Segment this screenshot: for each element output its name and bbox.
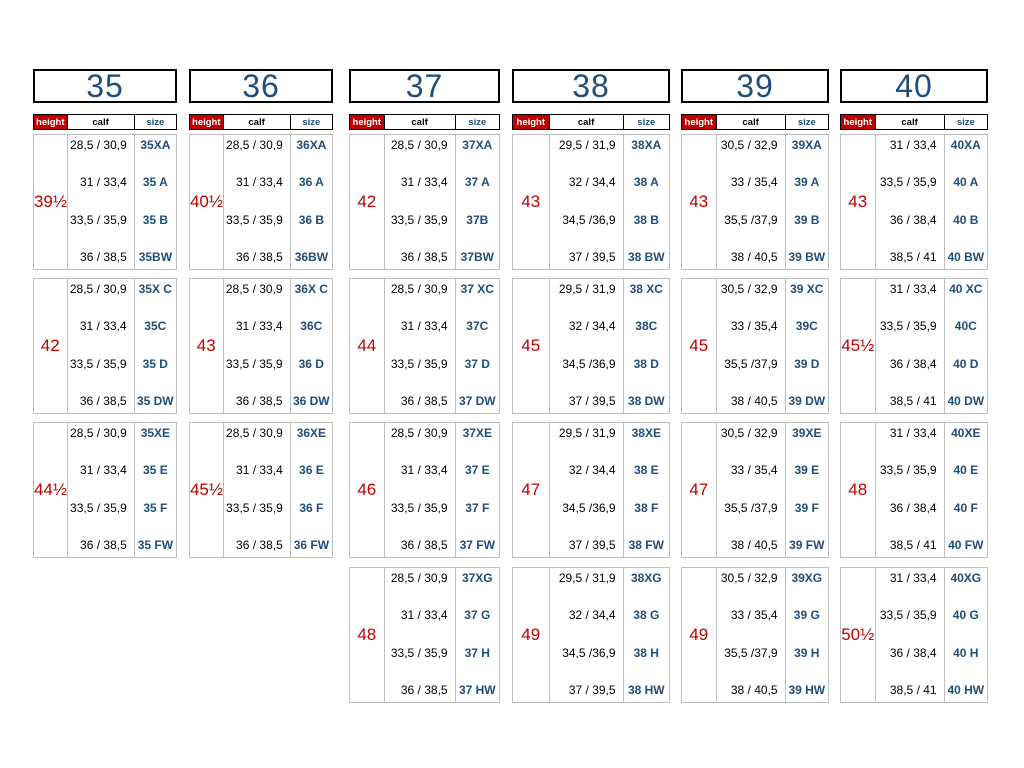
calf-range: 31 / 33,4 — [400, 319, 448, 334]
size-code: 37 XC — [460, 282, 494, 296]
height-block — [512, 422, 670, 558]
calf-range: 37 / 39,5 — [568, 249, 616, 264]
column-label-height: height — [34, 115, 68, 129]
height-block — [189, 422, 333, 558]
height-value: 50½ — [841, 568, 876, 702]
calf-column — [717, 568, 786, 702]
calf-column — [68, 135, 135, 269]
height-value: 48 — [841, 423, 876, 557]
calf-range: 34,5 /36,9 — [562, 500, 616, 515]
size-code: 40 HW — [947, 682, 985, 697]
size-code: 37 F — [465, 500, 490, 515]
size-code: 38XA — [631, 138, 662, 152]
calf-column — [385, 279, 456, 413]
size-code: 40 A — [953, 175, 979, 190]
height-block — [33, 422, 177, 558]
size-code: 38 FW — [628, 537, 664, 552]
size-code: 38 H — [633, 645, 659, 660]
size-code: 39 XC — [790, 282, 824, 296]
height-value: 40½ — [190, 135, 224, 269]
size-code: 38 F — [634, 500, 659, 515]
calf-range: 33,5 / 35,9 — [390, 212, 448, 227]
height-value: 45 — [682, 279, 717, 413]
calf-range: 31 / 33,4 — [400, 608, 448, 623]
height-value: 43 — [190, 279, 224, 413]
height-block — [840, 278, 988, 414]
calf-column — [550, 135, 624, 269]
calf-column — [68, 279, 135, 413]
size-code: 36 F — [299, 500, 324, 515]
calf-range: 36 / 38,4 — [889, 500, 937, 515]
height-block — [349, 567, 500, 703]
size-code: 38 E — [633, 463, 659, 478]
size-code: 39XA — [791, 138, 822, 152]
calf-column — [876, 279, 945, 413]
size-code: 35 D — [142, 356, 168, 371]
calf-range: 33,5 / 35,9 — [70, 212, 127, 227]
height-value: 47 — [682, 423, 717, 557]
calf-range: 37 / 39,5 — [568, 393, 616, 408]
calf-range: 28,5 / 30,9 — [70, 426, 127, 440]
size-code: 35 FW — [137, 537, 174, 552]
calf-range: 33,5 / 35,9 — [226, 212, 283, 227]
calf-range: 30,5 / 32,9 — [720, 571, 778, 585]
size-code: 38 DW — [627, 393, 665, 408]
height-value: 43 — [682, 135, 717, 269]
size-code: 40 H — [953, 645, 979, 660]
size-code-column — [135, 423, 176, 557]
height-block — [189, 134, 333, 270]
size-header: 40 — [840, 69, 988, 103]
size-code: 40C — [954, 319, 977, 334]
calf-range: 36 / 38,5 — [236, 537, 283, 552]
calf-range: 31 / 33,4 — [80, 175, 127, 190]
size-code: 38 B — [633, 212, 659, 227]
height-block — [189, 278, 333, 414]
size-code: 36XE — [296, 426, 327, 440]
calf-range: 37 / 39,5 — [568, 537, 616, 552]
calf-column — [224, 423, 291, 557]
calf-range: 32 / 34,4 — [568, 608, 616, 623]
calf-range: 31 / 33,4 — [235, 319, 283, 334]
size-code: 40XE — [951, 426, 981, 440]
size-header: 38 — [512, 69, 670, 103]
column-label-calf: calf — [717, 115, 786, 129]
column-label-size: size — [797, 116, 816, 128]
calf-range: 35,5 /37,9 — [724, 356, 778, 371]
size-code-column — [456, 568, 499, 702]
size-code: 40 G — [952, 608, 979, 623]
calf-range: 30,5 / 32,9 — [720, 138, 778, 152]
size-code: 36C — [300, 319, 323, 334]
size-code-column — [786, 423, 828, 557]
size-code: 40 E — [953, 463, 979, 478]
height-value: 49 — [513, 568, 550, 702]
size-code: 39 D — [794, 356, 820, 371]
calf-range: 31 / 33,4 — [889, 282, 937, 296]
size-code-column — [945, 423, 987, 557]
calf-range: 31 / 33,4 — [236, 175, 283, 190]
size-code-column — [786, 279, 828, 413]
height-value: 47 — [513, 423, 550, 557]
height-value: 42 — [350, 135, 385, 269]
calf-range: 28,5 / 30,9 — [226, 426, 283, 440]
height-block — [840, 422, 988, 558]
height-block — [512, 567, 670, 703]
calf-range: 33 / 35,4 — [730, 608, 778, 623]
size-code: 36 E — [299, 463, 324, 478]
height-block — [33, 278, 177, 414]
calf-range: 38,5 / 41 — [889, 249, 937, 264]
column-label-size: size — [956, 116, 975, 128]
size-code: 38 G — [633, 608, 660, 623]
size-code: 39 E — [794, 463, 820, 478]
calf-range: 32 / 34,4 — [568, 463, 616, 478]
calf-range: 28,5 / 30,9 — [390, 426, 448, 440]
size-code: 36 DW — [292, 393, 330, 408]
calf-range: 28,5 / 30,9 — [390, 571, 448, 585]
calf-range: 35,5 /37,9 — [724, 500, 778, 515]
size-code: 36 A — [298, 175, 324, 190]
column-label-calf: calf — [876, 115, 945, 129]
column-label-calf: calf — [550, 115, 624, 129]
calf-column — [876, 423, 945, 557]
size-code: 35XE — [140, 426, 171, 440]
calf-range: 38 / 40,5 — [730, 249, 778, 264]
size-code: 38C — [635, 319, 658, 334]
calf-range: 36 / 38,5 — [235, 393, 283, 408]
height-block — [681, 422, 829, 558]
size-code: 37 E — [464, 463, 490, 478]
calf-range: 38,5 / 41 — [889, 537, 937, 552]
calf-range: 28,5 / 30,9 — [70, 138, 127, 152]
calf-range: 36 / 38,4 — [889, 645, 937, 660]
size-code: 39 BW — [788, 249, 826, 264]
size-code: 39XG — [791, 571, 823, 585]
calf-range: 33,5 / 35,9 — [226, 500, 283, 515]
calf-range: 29,5 / 31,9 — [558, 138, 616, 152]
calf-range: 36 / 38,5 — [400, 682, 448, 697]
calf-range: 30,5 / 32,9 — [720, 282, 778, 296]
calf-column — [385, 568, 456, 702]
calf-column — [717, 423, 786, 557]
calf-range: 38,5 / 41 — [889, 682, 937, 697]
height-block — [349, 422, 500, 558]
size-code-column — [624, 423, 669, 557]
height-block — [33, 134, 177, 270]
column-label-size: size — [637, 116, 656, 128]
height-block — [681, 278, 829, 414]
size-code: 39 A — [794, 175, 820, 190]
calf-range: 33,5 / 35,9 — [70, 500, 127, 515]
height-value: 44 — [350, 279, 385, 413]
calf-range: 31 / 33,4 — [889, 571, 937, 585]
calf-range: 31 / 33,4 — [400, 463, 448, 478]
size-code: 35 E — [143, 463, 168, 478]
calf-range: 28,5 / 30,9 — [390, 282, 448, 296]
size-code: 35C — [144, 319, 167, 334]
size-code: 35 F — [143, 500, 168, 515]
height-value: 45½ — [841, 279, 876, 413]
size-code-column — [291, 423, 332, 557]
column-header-row — [681, 114, 829, 130]
height-block — [681, 134, 829, 270]
calf-range: 36 / 38,5 — [400, 393, 448, 408]
size-code: 36 FW — [293, 537, 330, 552]
calf-range: 33,5 / 35,9 — [390, 356, 448, 371]
size-code-column — [456, 423, 499, 557]
size-code: 40 DW — [947, 393, 985, 408]
column-header-row — [349, 114, 500, 130]
size-code: 36BW — [294, 249, 329, 264]
size-code: 37 FW — [459, 537, 495, 552]
column-label-height: height — [682, 115, 717, 129]
height-block — [512, 278, 670, 414]
size-code-column — [456, 135, 499, 269]
height-value: 48 — [350, 568, 385, 702]
size-code: 37B — [466, 212, 489, 227]
height-block — [681, 567, 829, 703]
calf-column — [717, 279, 786, 413]
size-code: 38XG — [630, 571, 662, 585]
calf-range: 34,5 /36,9 — [562, 645, 616, 660]
column-label-size: size — [468, 116, 487, 128]
size-code: 37BW — [460, 249, 494, 264]
calf-range: 31 / 33,4 — [79, 319, 127, 334]
calf-range: 38,5 / 41 — [889, 393, 937, 408]
height-block — [349, 134, 500, 270]
size-code: 37 H — [464, 645, 490, 660]
size-code: 39 DW — [788, 393, 826, 408]
calf-range: 28,5 / 30,9 — [226, 138, 283, 152]
size-header: 37 — [349, 69, 500, 103]
calf-range: 29,5 / 31,9 — [558, 426, 616, 440]
size-code: 35 A — [142, 175, 168, 190]
height-block — [840, 567, 988, 703]
size-code-column — [135, 135, 176, 269]
size-code: 39 HW — [788, 682, 826, 697]
size-code: 37XG — [461, 571, 493, 585]
size-code: 40 F — [953, 500, 978, 515]
calf-column — [550, 568, 624, 702]
size-code: 39 G — [793, 608, 820, 623]
size-code: 36X C — [294, 282, 328, 296]
size-code: 38 XC — [629, 282, 663, 296]
calf-range: 28,5 / 30,9 — [390, 138, 448, 152]
calf-column — [385, 135, 456, 269]
calf-range: 36 / 38,5 — [400, 537, 448, 552]
calf-range: 33,5 / 35,9 — [879, 463, 937, 478]
size-code: 38 BW — [627, 249, 665, 264]
column-label-calf: calf — [68, 115, 135, 129]
calf-range: 33 / 35,4 — [730, 319, 778, 334]
size-code-column — [291, 135, 332, 269]
size-code: 35BW — [138, 249, 173, 264]
column-label-size: size — [302, 116, 321, 128]
size-code: 36 B — [298, 212, 325, 227]
calf-column — [876, 568, 945, 702]
size-code: 40XG — [950, 571, 982, 585]
calf-range: 36 / 38,5 — [236, 249, 283, 264]
calf-range: 33,5 / 35,9 — [879, 175, 937, 190]
size-code-column — [786, 568, 828, 702]
calf-range: 32 / 34,4 — [568, 319, 616, 334]
height-value: 46 — [350, 423, 385, 557]
size-code: 37 A — [464, 175, 490, 190]
size-code: 40 D — [953, 356, 979, 371]
height-value: 43 — [513, 135, 550, 269]
calf-range: 29,5 / 31,9 — [558, 571, 616, 585]
size-code: 36 D — [298, 356, 324, 371]
height-block — [840, 134, 988, 270]
calf-range: 33,5 / 35,9 — [225, 356, 283, 371]
calf-range: 33,5 / 35,9 — [390, 500, 448, 515]
size-code-column — [624, 135, 669, 269]
size-code: 39 B — [794, 212, 820, 227]
size-code: 35X C — [138, 282, 172, 296]
calf-range: 33 / 35,4 — [730, 175, 778, 190]
calf-range: 32 / 34,4 — [568, 175, 616, 190]
size-code-column — [291, 279, 332, 413]
size-code-column — [456, 279, 499, 413]
calf-range: 31 / 33,4 — [889, 426, 937, 440]
size-code-column — [945, 568, 987, 702]
calf-range: 33,5 / 35,9 — [879, 319, 937, 334]
size-code-column — [945, 135, 987, 269]
calf-column — [224, 135, 291, 269]
column-label-size: size — [146, 116, 165, 128]
size-code: 39XE — [792, 426, 822, 440]
calf-range: 35,5 /37,9 — [724, 645, 778, 660]
size-code: 39 FW — [789, 537, 825, 552]
calf-column — [717, 135, 786, 269]
height-value: 43 — [841, 135, 876, 269]
calf-range: 34,5 /36,9 — [562, 356, 616, 371]
calf-range: 31 / 33,4 — [400, 175, 448, 190]
calf-range: 29,5 / 31,9 — [558, 282, 616, 296]
calf-column — [224, 279, 291, 413]
calf-column — [876, 135, 945, 269]
size-code: 37 DW — [458, 393, 496, 408]
column-header-row — [33, 114, 177, 130]
height-block — [512, 134, 670, 270]
column-header-row — [189, 114, 333, 130]
size-code: 40 XC — [949, 282, 983, 296]
size-code: 38 A — [633, 175, 659, 190]
column-header-row — [840, 114, 988, 130]
calf-range: 33,5 / 35,9 — [69, 356, 127, 371]
size-code: 40XA — [950, 138, 981, 152]
size-code: 40 BW — [947, 249, 985, 264]
calf-range: 36 / 38,5 — [400, 249, 448, 264]
size-header: 39 — [681, 69, 829, 103]
height-value: 45½ — [190, 423, 224, 557]
calf-range: 34,5 /36,9 — [562, 212, 616, 227]
size-code: 40 FW — [948, 537, 984, 552]
calf-range: 31 / 33,4 — [236, 463, 283, 478]
size-code-column — [624, 568, 669, 702]
size-code: 38 HW — [627, 682, 665, 697]
height-value: 39½ — [34, 135, 68, 269]
size-code: 38XE — [631, 426, 661, 440]
calf-range: 28,5 / 30,9 — [69, 282, 127, 296]
column-label-calf: calf — [224, 115, 291, 129]
size-header: 35 — [33, 69, 177, 103]
calf-range: 37 / 39,5 — [568, 682, 616, 697]
size-code-column — [624, 279, 669, 413]
calf-range: 36 / 38,5 — [80, 537, 127, 552]
size-code: 40 B — [953, 212, 979, 227]
size-code: 39C — [795, 319, 818, 334]
size-code: 37XE — [462, 426, 492, 440]
size-header: 36 — [189, 69, 333, 103]
size-code-column — [945, 279, 987, 413]
size-code: 37 D — [464, 356, 490, 371]
height-value: 44½ — [34, 423, 68, 557]
height-value: 49 — [682, 568, 717, 702]
calf-column — [550, 279, 624, 413]
calf-range: 30,5 / 32,9 — [720, 426, 778, 440]
size-code: 39 H — [794, 645, 820, 660]
calf-range: 38 / 40,5 — [730, 393, 778, 408]
calf-range: 28,5 / 30,9 — [225, 282, 283, 296]
calf-range: 38 / 40,5 — [730, 537, 778, 552]
calf-range: 36 / 38,4 — [889, 356, 937, 371]
calf-column — [550, 423, 624, 557]
calf-range: 33,5 / 35,9 — [879, 608, 937, 623]
size-code: 37 G — [464, 608, 491, 623]
calf-range: 33 / 35,4 — [730, 463, 778, 478]
column-header-row — [512, 114, 670, 130]
size-code-column — [786, 135, 828, 269]
height-block — [349, 278, 500, 414]
size-code: 37C — [466, 319, 489, 334]
calf-range: 31 / 33,4 — [889, 138, 937, 152]
size-code: 37XA — [462, 138, 493, 152]
height-value: 42 — [34, 279, 68, 413]
size-code: 39 F — [794, 500, 819, 515]
calf-range: 35,5 /37,9 — [724, 212, 778, 227]
size-code-column — [135, 279, 176, 413]
column-label-calf: calf — [385, 115, 456, 129]
size-code: 35 DW — [136, 393, 174, 408]
calf-range: 36 / 38,5 — [79, 393, 127, 408]
size-code: 37 HW — [458, 682, 496, 697]
size-code: 38 D — [633, 356, 659, 371]
calf-range: 33,5 / 35,9 — [390, 645, 448, 660]
calf-column — [68, 423, 135, 557]
column-label-height: height — [513, 115, 550, 129]
size-code: 35 B — [142, 212, 169, 227]
column-label-height: height — [841, 115, 876, 129]
calf-range: 31 / 33,4 — [80, 463, 127, 478]
column-label-height: height — [190, 115, 224, 129]
height-value: 45 — [513, 279, 550, 413]
calf-column — [385, 423, 456, 557]
column-label-height: height — [350, 115, 385, 129]
size-code: 36XA — [296, 138, 327, 152]
calf-range: 36 / 38,5 — [80, 249, 127, 264]
size-code: 35XA — [140, 138, 171, 152]
calf-range: 36 / 38,4 — [889, 212, 937, 227]
calf-range: 38 / 40,5 — [730, 682, 778, 697]
